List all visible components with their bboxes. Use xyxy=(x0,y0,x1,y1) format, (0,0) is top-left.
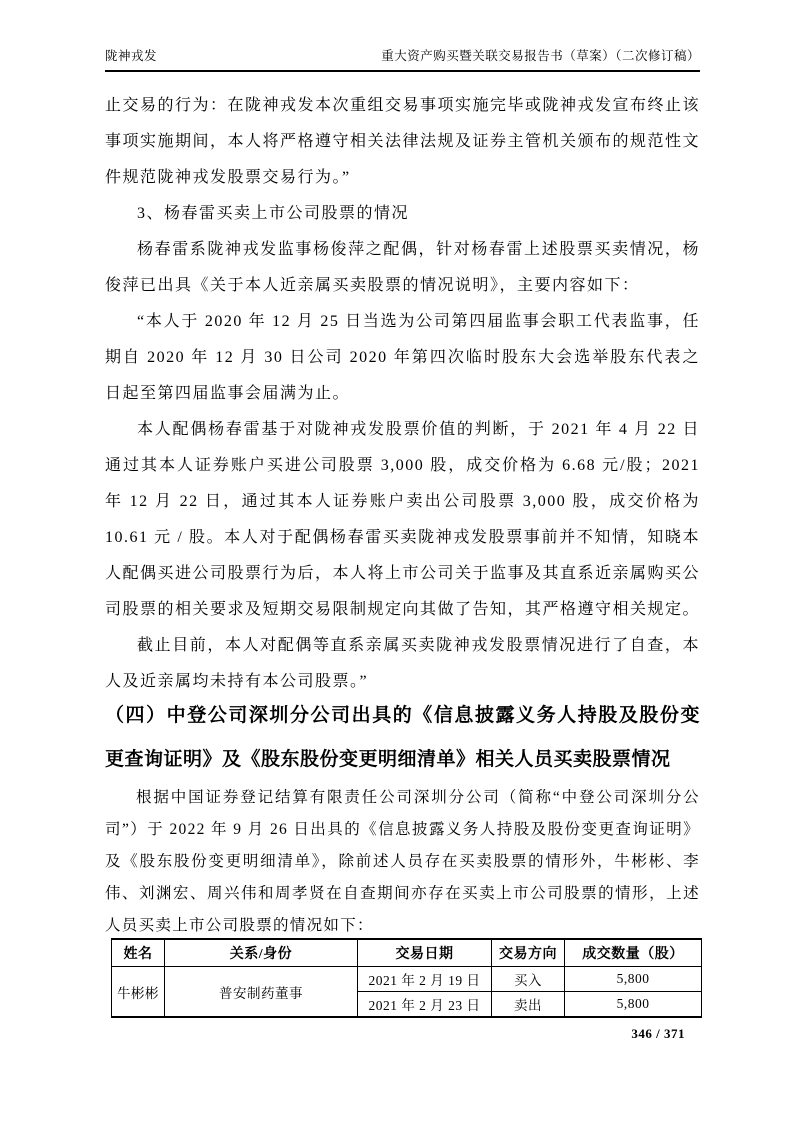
section-heading-4-line2: 更查询证明》及《股东股份变更明细清单》相关人员买卖股票情况 xyxy=(105,749,671,770)
paragraph-yang-chunlei-intro: 杨春雷系陇神戎发监事杨俊萍之配偶，针对杨春雷上述股票买卖情况，杨俊萍已出具《关于本人近亲属买卖股票的情况说明》，主要内容如下： xyxy=(105,241,700,294)
cell-trade-quantity: 5,800 xyxy=(565,992,702,1018)
share-trading-table xyxy=(111,938,702,1018)
cell-person-name: 牛彬彬 xyxy=(112,967,165,1018)
cell-trade-direction: 买入 xyxy=(492,967,565,992)
page-content xyxy=(105,88,700,1018)
column-header-trade-quantity: 成交数量（股） xyxy=(565,939,702,967)
paragraph-trading-halt-commitment: 止交易的行为：在陇神戎发本次重组交易事项实施完毕或陇神戎发宣布终止该事项实施期间，本人将严格遵守相关法律法规及证券主管机关颁布的规范性文件规范陇神戎发股票交易行为。” xyxy=(105,97,701,186)
page-number: 346 / 371 xyxy=(631,1026,685,1041)
cell-trade-date: 2021 年 2 月 19 日 xyxy=(358,967,492,992)
paragraph-statement-selfcheck: 截止目前，本人对配偶等直系亲属买卖陇神戎发股票情况进行了自查，本人及近亲属均未持有本公司股票。” xyxy=(105,637,700,690)
page-header xyxy=(105,46,700,72)
cell-trade-date: 2021 年 2 月 23 日 xyxy=(358,992,492,1018)
column-header-trade-date: 交易日期 xyxy=(358,939,492,967)
cell-trade-direction: 卖出 xyxy=(492,992,565,1018)
table-row xyxy=(112,967,702,992)
header-company-name: 陇神戎发 xyxy=(105,49,158,63)
cell-person-relation: 普安制药董事 xyxy=(165,967,358,1018)
paragraph-statement-trades: 本人配偶杨春雷基于对陇神戎发股票价值的判断，于 2021 年 4 月 22 日通过其本人证券账户买进公司股票 3,000 股，成交价格为 6.68 元/股；2021 年 12 月 22 日，通过其本人证券账户卖出公司股票 3,000 股，成交价格为 10.61 元 / 股。本人对于配偶杨春雷买卖陇神戎发股票事前并不知情，知晓本人配偶买进公司股票行为后，本人将上市公司关于监事及其直系近亲属购买公司股票的相关要求及短期交易限制规定向其做了告知，其严格遵守相关规定。 xyxy=(105,421,701,618)
subsection-heading-3: 3、杨春雷买卖上市公司股票的情况 xyxy=(137,205,410,222)
section-heading-4-line1: （四）中登公司深圳分公司出具的《信息披露义务人持股及股份变 xyxy=(105,705,700,726)
paragraph-csdc-certificate: 根据中国证券登记结算有限责任公司深圳分公司（简称“中登公司深圳分公司”）于 2022 年 9 月 26 日出具的《信息披露义务人持股及股份变更查询证明》及《股东股份变更明细清单》，除前述人员存在买卖股票的情形外，牛彬彬、李伟、刘渊宏、周兴伟和周孝贤在自查期间亦存在买卖上市公司股票的情形，上述人员买卖上市公司股票的情况如下： xyxy=(105,789,700,934)
paragraph-statement-election: “本人于 2020 年 12 月 25 日当选为公司第四届监事会职工代表监事，任期自 2020 年 12 月 30 日公司 2020 年第四次临时股东大会选举股东代表之日起至第四届监事会届满为止。 xyxy=(105,313,700,402)
cell-trade-quantity: 5,800 xyxy=(565,967,702,992)
section-heading-4 xyxy=(105,694,700,782)
header-report-title: 重大资产购买暨关联交易报告书（草案）（二次修订稿） xyxy=(381,49,700,63)
column-header-relation: 关系/身份 xyxy=(165,939,358,967)
column-header-name: 姓名 xyxy=(112,939,165,967)
table-header-row xyxy=(112,939,702,967)
column-header-trade-direction: 交易方向 xyxy=(492,939,565,967)
